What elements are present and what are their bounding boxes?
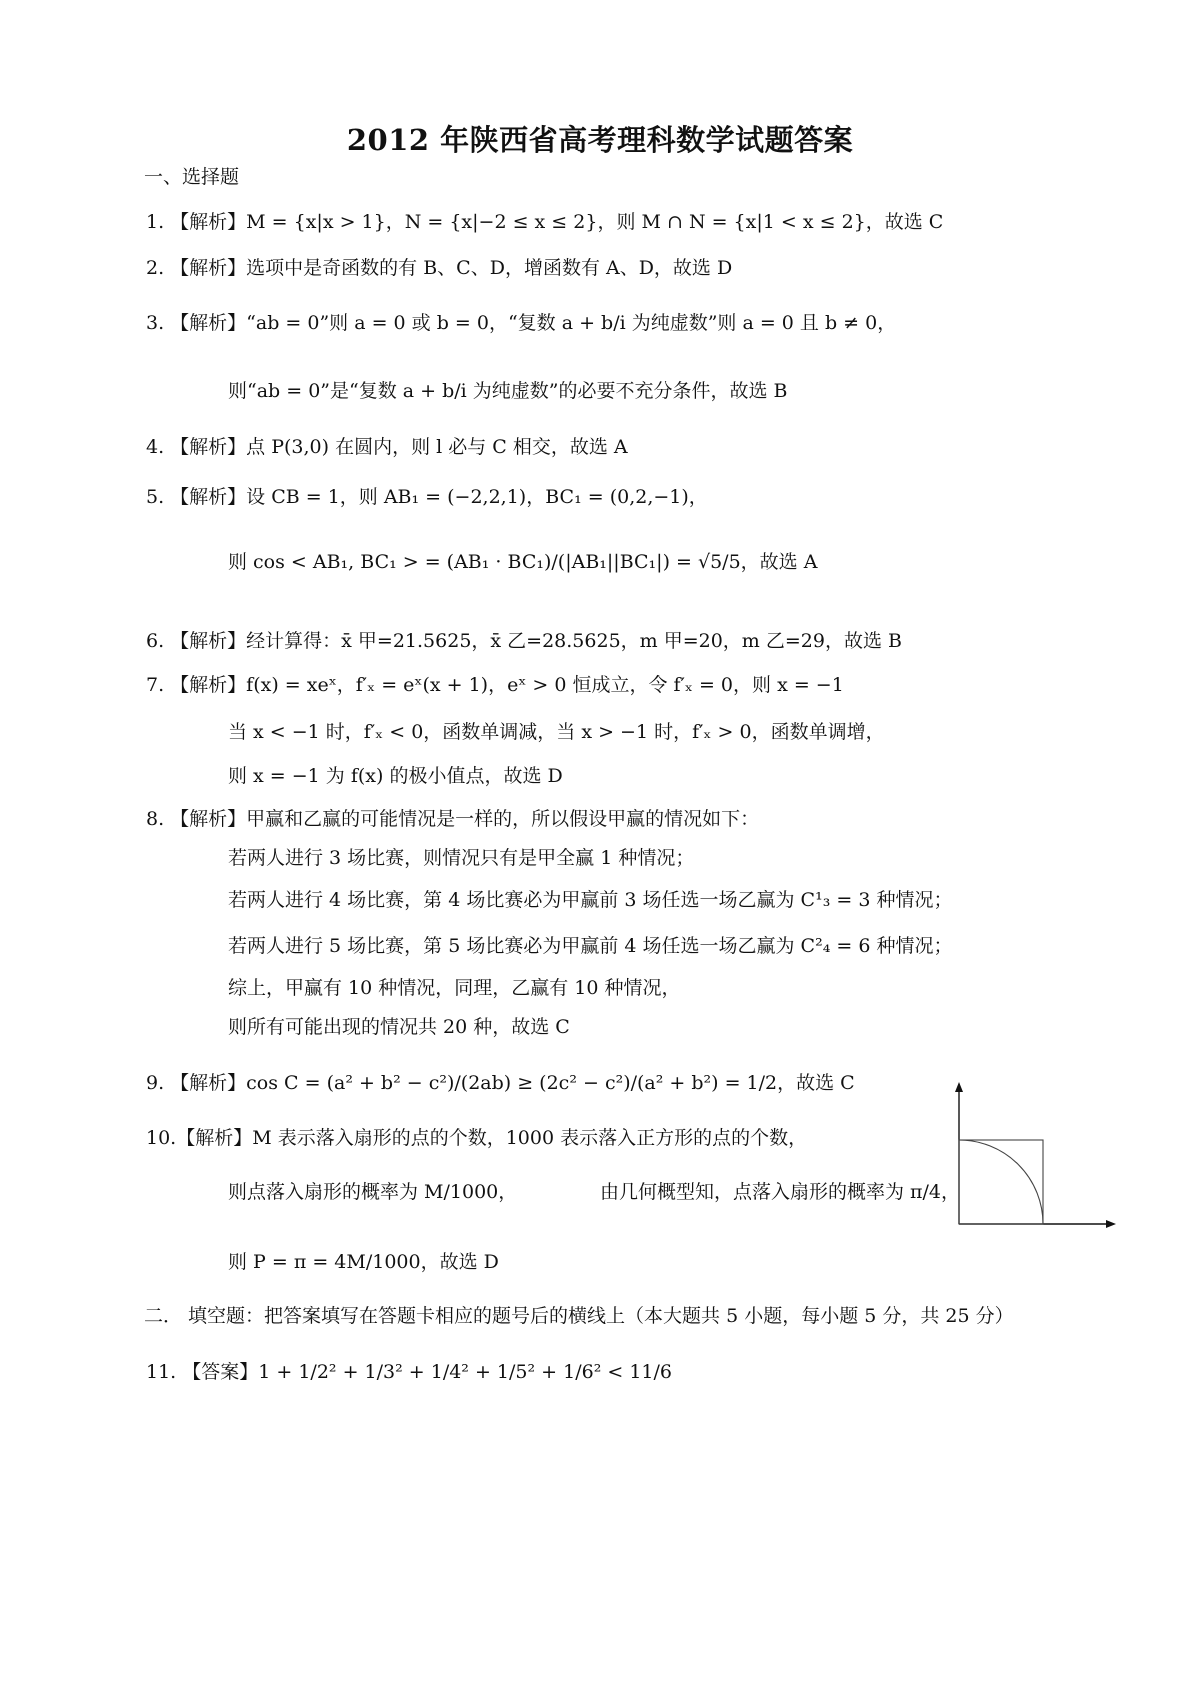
- answer-line-q10b: 则点落入扇形的概率为 M/1000，: [228, 1181, 518, 1203]
- answer-line-q7a: 7. 【解析】f(x) = xeˣ，f′ₓ = eˣ(x + 1)，eˣ > 0 恒成立，令 f′ₓ = 0，则 x = −1: [146, 674, 844, 696]
- answer-line-q7c: 则 x = −1 为 f(x) 的极小值点，故选 D: [228, 765, 563, 787]
- section-heading-choice: 一、选择题: [144, 166, 240, 188]
- answer-line-q3a: 3. 【解析】“ab = 0”则 a = 0 或 b = 0，“复数 a + b/i 为纯虚数”则 a = 0 且 b ≠ 0，: [146, 312, 897, 334]
- coordinate-axes: [955, 1082, 1116, 1228]
- answer-line-q8d: 若两人进行 5 场比赛，第 5 场比赛必为甲赢前 4 场任选一场乙赢为 C²₄ = 6 种情况；: [228, 935, 953, 957]
- answer-line-q7b: 当 x < −1 时，f′ₓ < 0，函数单调减，当 x > −1 时，f′ₓ > 0，函数单调增，: [228, 721, 885, 743]
- answer-line-q8b: 若两人进行 3 场比赛，则情况只有是甲全赢 1 种情况；: [228, 847, 695, 869]
- answer-line-q8a: 8. 【解析】甲赢和乙赢的可能情况是一样的，所以假设甲赢的情况如下：: [146, 808, 760, 830]
- answer-line-q10c: 由几何概型知，点落入扇形的概率为 π/4，: [600, 1181, 961, 1203]
- answer-line-q1: 1. 【解析】M = {x|x > 1}，N = {x|−2 ≤ x ≤ 2}，则 M ∩ N = {x|1 < x ≤ 2}，故选 C: [146, 211, 944, 233]
- answer-line-q10a: 10.【解析】M 表示落入扇形的点的个数，1000 表示落入正方形的点的个数，: [146, 1127, 808, 1149]
- answer-line-q3b: 则“ab = 0”是“复数 a + b/i 为纯虚数”的必要不充分条件，故选 B: [228, 380, 788, 402]
- section-heading-fill-in: 二． 填空题：把答案填写在答题卡相应的题号后的横线上（本大题共 5 小题，每小题 5 分，共 25 分）: [144, 1305, 1014, 1327]
- answer-line-q5a: 5. 【解析】设 CB = 1，则 AB₁ = (−2,2,1)，BC₁ = (0,2,−1)，: [146, 486, 708, 508]
- answer-line-q8c: 若两人进行 4 场比赛，第 4 场比赛必为甲赢前 3 场任选一场乙赢为 C¹₃ = 3 种情况；: [228, 889, 953, 911]
- document-title: 2012 年陕西省高考理科数学试题答案: [346, 123, 854, 157]
- answer-line-q6: 6. 【解析】经计算得：x̄ 甲=21.5625，x̄ 乙=28.5625，m 甲=20，m 乙=29，故选 B: [146, 630, 902, 652]
- quarter-circle-arc: [959, 1140, 1043, 1224]
- answer-line-q11: 11. 【答案】1 + 1/2² + 1/3² + 1/4² + 1/5² + 1/6² < 11/6: [146, 1361, 672, 1383]
- answer-line-q8f: 则所有可能出现的情况共 20 种，故选 C: [228, 1016, 570, 1038]
- answer-line-q8e: 综上，甲赢有 10 种情况，同理，乙赢有 10 种情况，: [228, 977, 681, 999]
- quarter-circle-square-diagram: [948, 1078, 1118, 1238]
- answer-line-q5b: 则 cos < AB₁, BC₁ > = (AB₁ · BC₁)/(|AB₁||BC₁|) = √5/5，故选 A: [228, 551, 818, 573]
- answer-line-q2: 2. 【解析】选项中是奇函数的有 B、C、D，增函数有 A、D，故选 D: [146, 257, 733, 279]
- answer-line-q9: 9. 【解析】cos C = (a² + b² − c²)/(2ab) ≥ (2c² − c²)/(a² + b²) = 1/2，故选 C: [146, 1072, 855, 1094]
- answer-line-q10d: 则 P = π = 4M/1000，故选 D: [228, 1251, 499, 1273]
- unit-square: [959, 1140, 1043, 1224]
- answer-line-q4: 4. 【解析】点 P(3,0) 在圆内，则 l 必与 C 相交，故选 A: [146, 436, 628, 458]
